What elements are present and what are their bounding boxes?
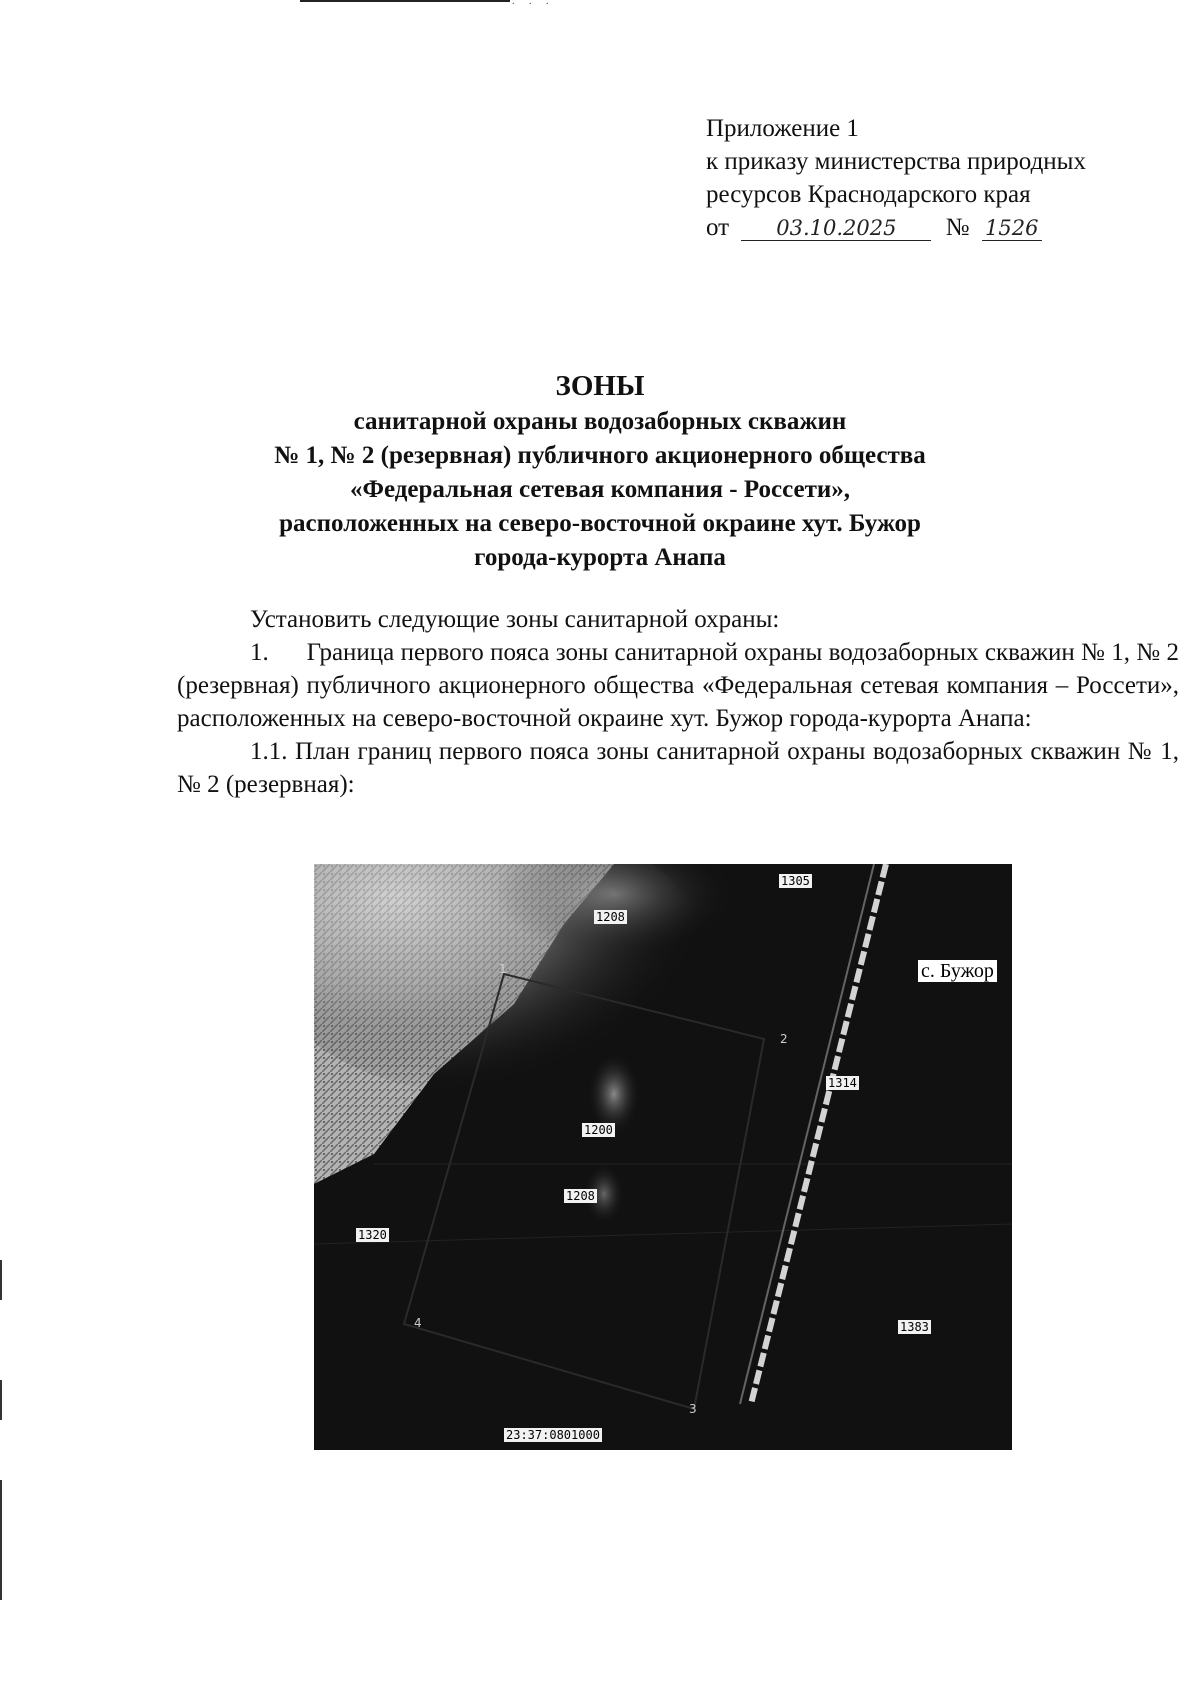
document-title: [180, 367, 1020, 575]
margin-mark: [0, 1480, 2, 1600]
intro-paragraph: Установить следующие зоны санитарной охраны:: [250, 606, 780, 633]
handwritten-date: 03.10.2025: [741, 216, 931, 241]
appendix-line-3: ресурсов Краснодарского края: [706, 181, 1031, 208]
parcel-label: 1383: [900, 1320, 929, 1334]
title-line-5: расположенных на северо-восточной окраине хут. Бужор: [279, 510, 921, 537]
title-line-4: «Федеральная сетевая компания - Россети»,: [349, 476, 851, 503]
item-1-paragraph: [177, 636, 1179, 735]
parcel-label: 1200: [584, 1123, 613, 1137]
parcel-label: 1208: [566, 1189, 595, 1203]
parcel-label: 1208: [596, 910, 625, 924]
bright-area: [588, 1054, 640, 1134]
point-label: 4: [414, 1316, 422, 1330]
margin-mark: [0, 1260, 2, 1300]
number-prefix: №: [945, 214, 970, 241]
cadastral-label: 23:37:0801000: [506, 1428, 600, 1442]
from-prefix: от: [706, 214, 730, 241]
point-label: 3: [689, 1402, 697, 1416]
top-rule: [300, 0, 510, 2]
title-line-2: санитарной охраны водозаборных скважин: [353, 408, 847, 435]
item-1-1-paragraph: 1.1. План границ первого пояса зоны санитарной охраны водозаборных скважин № 1, № 2 (резервная):: [177, 738, 1179, 798]
parcel-label: 1320: [358, 1228, 387, 1242]
town-label: с. Бужор: [918, 960, 997, 982]
title-line-3: № 1, № 2 (резервная) публичного акционерного общества: [274, 442, 926, 469]
item-1-text: Граница первого пояса зоны санитарной охраны водозаборных скважин № 1, № 2 (резервная) публичного акционерного общества «Федеральная сетевая компания – Россети», расположенных на северо-восточной окраине хут. Бужор города-курорта Анапа:: [177, 639, 1180, 732]
boundary-plan-map: [314, 864, 1012, 1450]
point-label: 2: [780, 1032, 788, 1046]
parcel-label: 1314: [828, 1076, 857, 1090]
title-line-6: города-курорта Анапа: [474, 544, 726, 571]
item-1-number: 1.: [250, 639, 269, 666]
appendix-line-2: к приказу министерства природных: [706, 148, 1086, 175]
handwritten-number: 1526: [982, 216, 1042, 241]
document-body: [177, 603, 1179, 801]
title-line-1: ЗОНЫ: [555, 370, 645, 402]
top-dots: . . .: [512, 0, 555, 7]
map-imagery: [314, 864, 1012, 1450]
appendix-date-line: [706, 211, 1086, 244]
point-label: 1: [499, 962, 507, 976]
appendix-block: [706, 112, 1086, 244]
appendix-line-1: Приложение 1: [706, 115, 859, 142]
parcel-label: 1305: [781, 874, 810, 888]
margin-mark: [0, 1380, 2, 1420]
